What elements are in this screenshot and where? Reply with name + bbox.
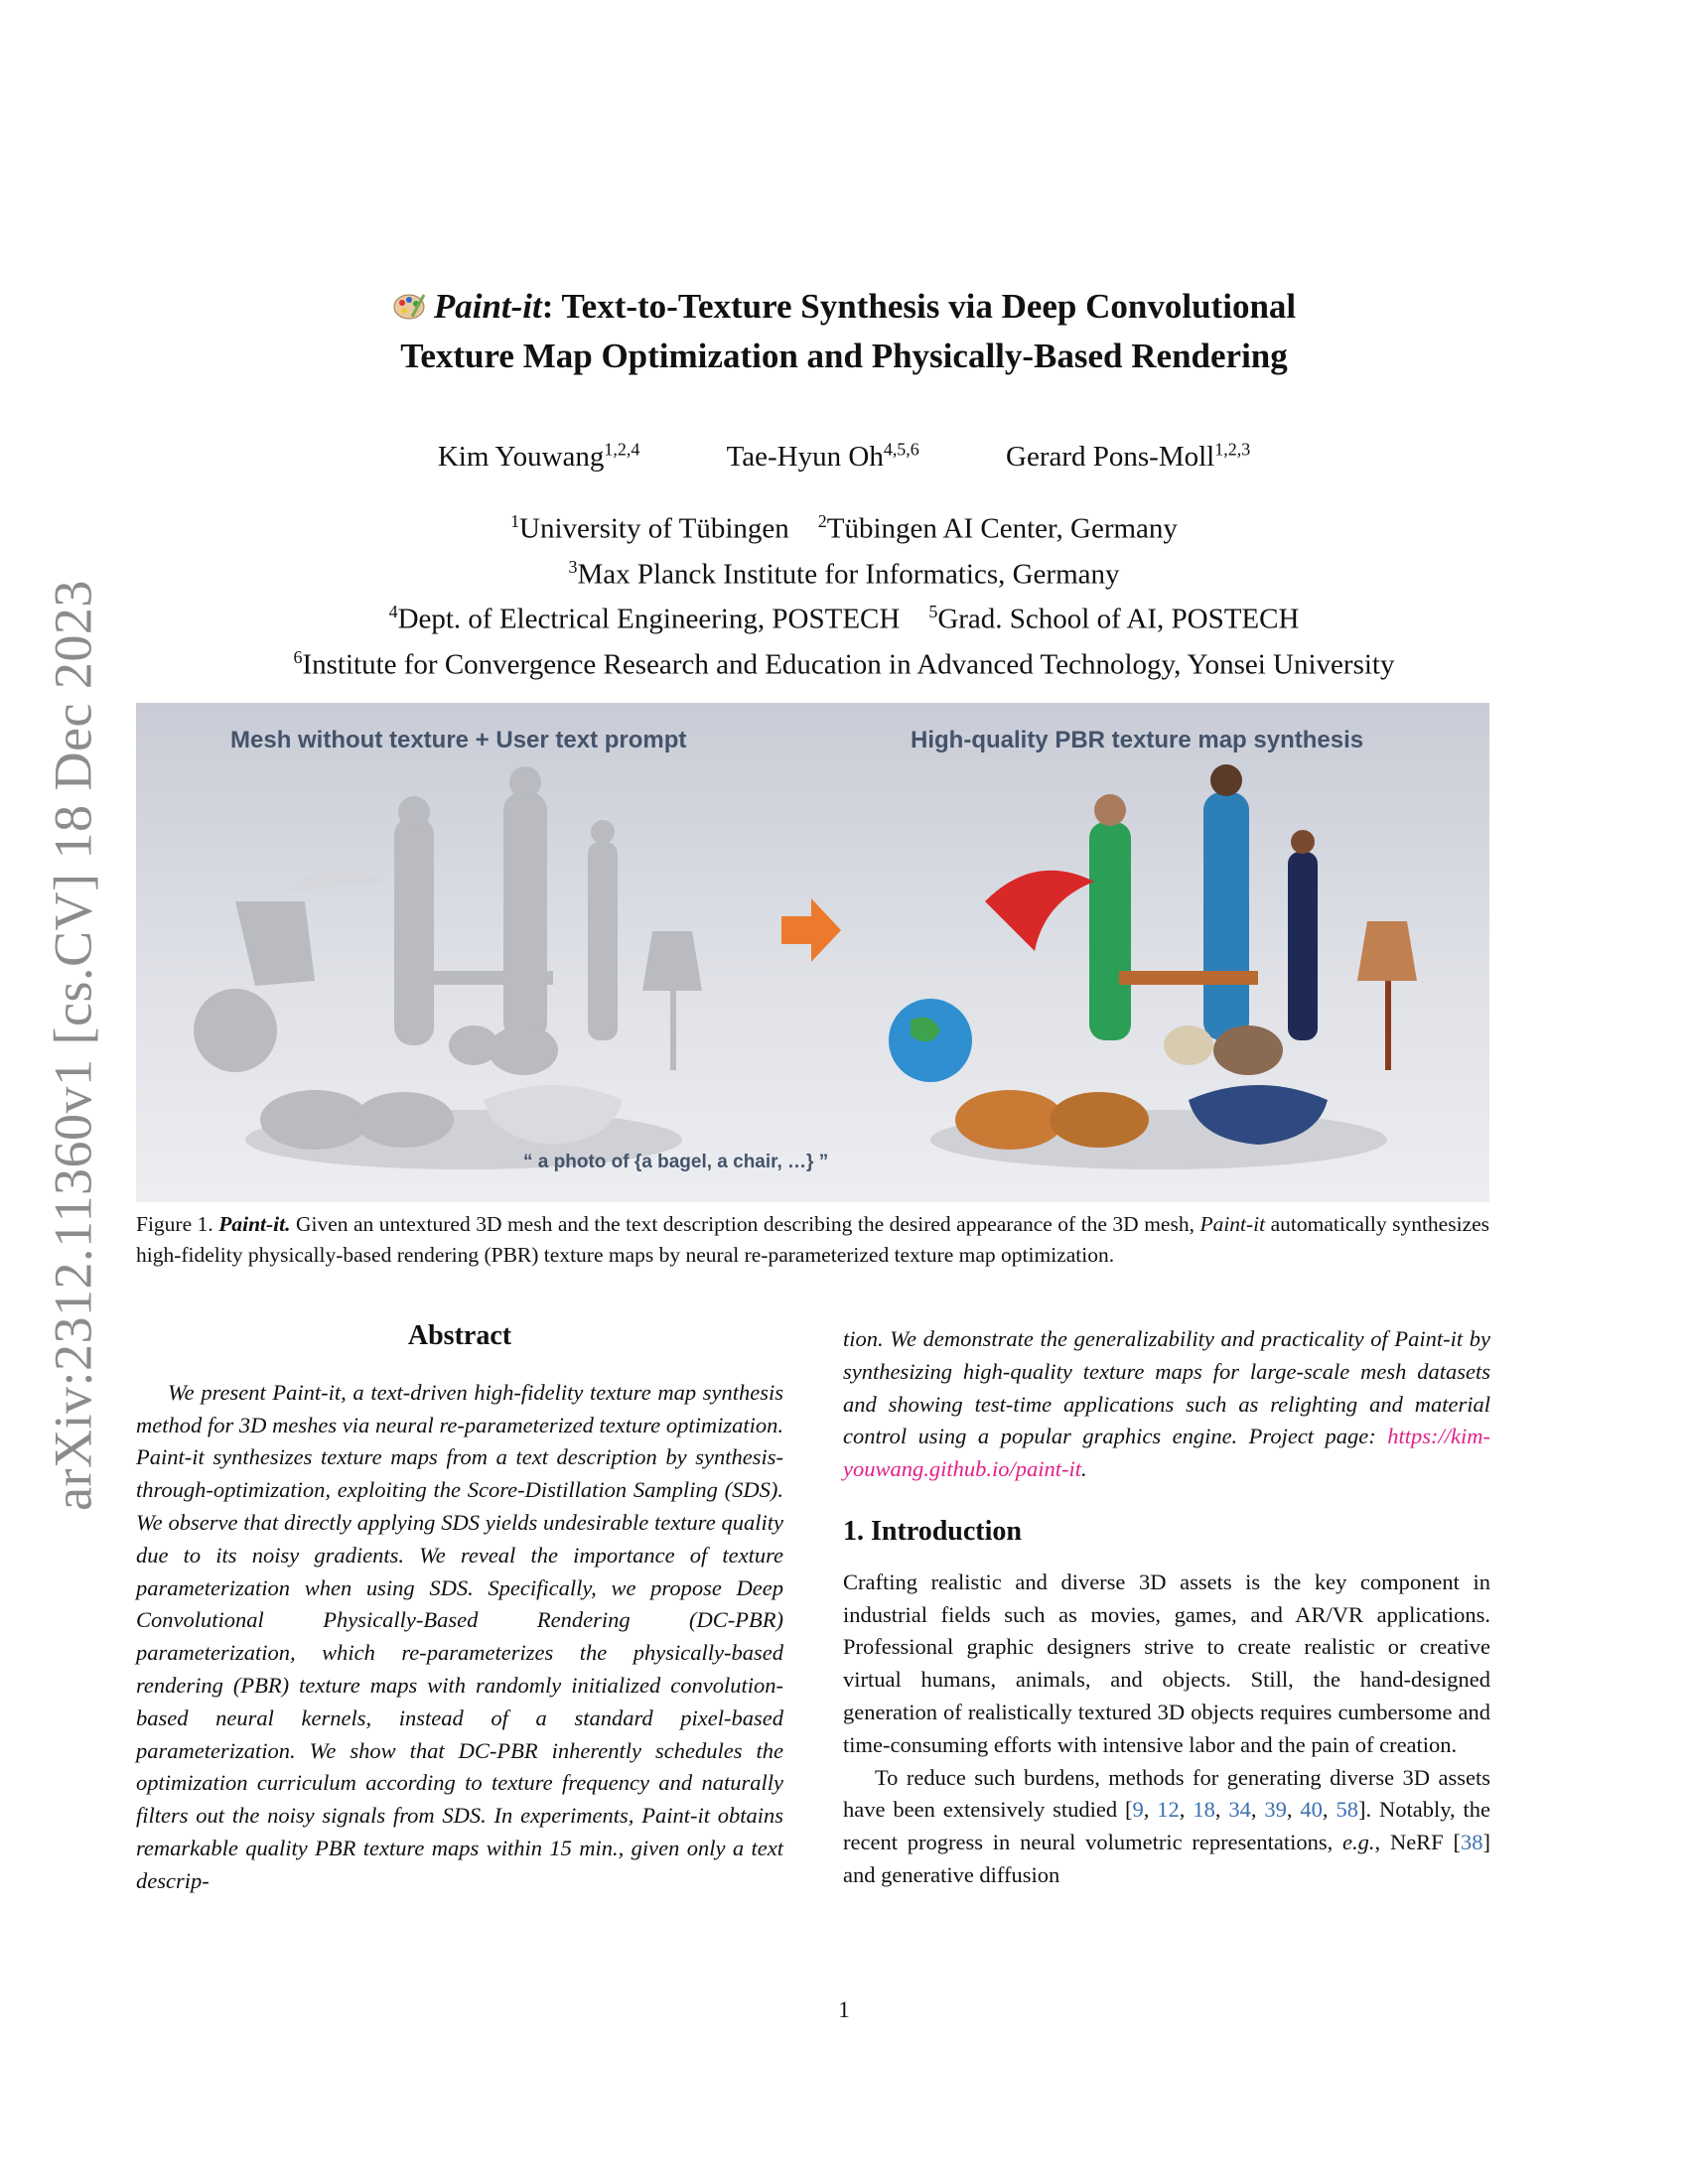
title-line2: Texture Map Optimization and Physically-Based Rendering	[400, 337, 1288, 375]
palette-icon	[392, 291, 426, 321]
page-number: 1	[838, 1997, 850, 2022]
citation-link[interactable]: 9	[1132, 1797, 1144, 1823]
paper-title	[0, 282, 1688, 381]
citation-link[interactable]: 38	[1461, 1830, 1483, 1855]
abstract-text: We present Paint-it, a text-driven high-fidelity texture map synthesis method for 3D meshes via neural re-parameterized texture optimization. Paint-it synthesizes texture maps from a text description by synthesis-through-optimization, exploiting the Score-Distillation Sampling (SDS). We observe that directly applying SDS yields undesirable texture quality due to its noisy gradients. We reveal the importance of texture parameterization when using SDS. Specifically, we propose Deep Convolutional Physically-Based Rendering (DC-PBR) parameterization, which re-parameterizes the physically-based rendering (PBR) texture maps with randomly initialized convolution-based neural kernels, instead of a standard pixel-based parameterization. We show that DC-PBR inherently schedules the optimization curriculum according to texture frequency and naturally filters out the noisy signals from SDS. In experiments, Paint-it obtains remarkable quality PBR texture maps within 15 min., given only a text descrip-	[136, 1379, 783, 1893]
affiliations: $^1$University of Tübingen $^2$Tübingen AI Center, Germany $^3$Max Planck Institute for Informatics, Germany $^4$Dept. of Electrical Engineering, POSTECH $^5$Grad. School of AI, POSTECH $^6$Institute for Convergence Research and Education in Advanced Technology, Yonsei University	[293, 511, 1395, 681]
intro-paragraph: To reduce such burdens, methods for generating diverse 3D assets have been extensively studied [9, 12, 18, 34, 39, 40, 58]. Notably, the recent progress in neural volumetric representations, e.g., NeRF [38] and generative diffusion	[843, 1764, 1491, 1887]
arxiv-stamp: arXiv:2312.11360v1 [cs.CV] 18 Dec 2023	[43, 580, 103, 1511]
figure-caption: Figure 1. Paint-it. Given an untextured 3D mesh and the text description describing the desired appearance of the 3D mesh, Paint-it automatically synthesizes high-fidelity physically-based rendering (PBR) texture maps by neural re-parameterized texture map optimization.	[136, 1212, 1490, 1267]
abstract-heading: Abstract	[407, 1320, 512, 1351]
abstract-text-continued: tion. We demonstrate the generalizability and practicality of Paint-it by synthesizing high-quality texture maps for large-scale mesh datasets and showing test-time applications such as relighting and material control using a popular graphics engine. Project page:	[843, 1326, 1490, 1449]
untextured-meshes	[194, 766, 702, 1169]
affiliation: Institute for Convergence Research and Education in Advanced Technology, Yonsei University	[302, 648, 1395, 681]
author-list	[0, 439, 1688, 474]
author: Kim Youwang$^{1,2,4}$	[437, 439, 640, 473]
affiliation: Grad. School of AI, POSTECH	[937, 603, 1300, 635]
title-name: Paint-it	[433, 287, 542, 326]
figure-left-heading: Mesh without texture + User text prompt	[230, 727, 687, 753]
citation-link[interactable]: 40	[1300, 1797, 1323, 1823]
author: Tae-Hyun Oh$^{4,5,6}$	[726, 439, 919, 473]
affiliation: Dept. of Electrical Engineering, POSTECH	[397, 603, 901, 635]
citation-link[interactable]: 12	[1157, 1797, 1180, 1823]
title-line1: : Text-to-Texture Synthesis via Deep Convolutional	[541, 287, 1297, 326]
affiliation: University of Tübingen	[519, 512, 789, 545]
citation-link[interactable]: 39	[1264, 1797, 1287, 1823]
figure-prompt: “ a photo of {a bagel, a chair, …} ”	[523, 1152, 829, 1172]
figure-illustration	[136, 703, 1489, 1202]
right-column: tion. We demonstrate the generalizability and practicality of Paint-it by synthesizing high-quality texture maps for large-scale mesh datasets and showing test-time applications such as relighting and material control using a popular graphics engine. Project page: https://kim-youwang.github.io/paint-it. 1. Introduction Crafting realistic and diverse 3D assets is the key component in industrial fields such as movies, games, and AR/VR applications. Professional graphic designers strive to create realistic or creative virtual humans, animals, and objects. Still, the hand-designed generation of realistically textured 3D objects requires cumbersome and time-consuming efforts with intensive labor and the pain of creation. To reduce such burdens, methods for generating diverse 3D assets have been extensively studied [9, 12, 18, 34, 39, 40, 58]. Notably, the recent progress in neural volumetric representations, e.g., NeRF [38] and generative diffusion	[843, 1323, 1490, 1892]
arrow-icon	[781, 898, 841, 962]
intro-paragraph: Crafting realistic and diverse 3D assets is the key component in industrial fields such as movies, games, and AR/VR applications. Professional graphic designers strive to create realistic or creative virtual humans, animals, and objects. Still, the hand-designed generation of realistically textured 3D objects requires cumbersome and time-consuming efforts with intensive labor and the pain of creation.	[843, 1569, 1490, 1757]
citation-link[interactable]: 58	[1336, 1797, 1358, 1823]
figure-right-heading: High-quality PBR texture map synthesis	[911, 727, 1364, 753]
left-column	[136, 1320, 783, 1898]
project-page-link[interactable]: https://kim-youwang.github.io/paint-it	[843, 1424, 1490, 1482]
author: Gerard Pons-Moll$^{1,2,3}$	[1006, 439, 1251, 473]
affiliation: Tübingen AI Center, Germany	[826, 512, 1178, 545]
teaser-figure	[136, 703, 1489, 1202]
introduction-heading: 1. Introduction	[843, 1515, 1022, 1547]
citation-link[interactable]: 18	[1193, 1797, 1215, 1823]
textured-meshes	[889, 764, 1417, 1169]
affiliation: Max Planck Institute for Informatics, Germany	[577, 558, 1120, 591]
citation-link[interactable]: 34	[1228, 1797, 1251, 1823]
